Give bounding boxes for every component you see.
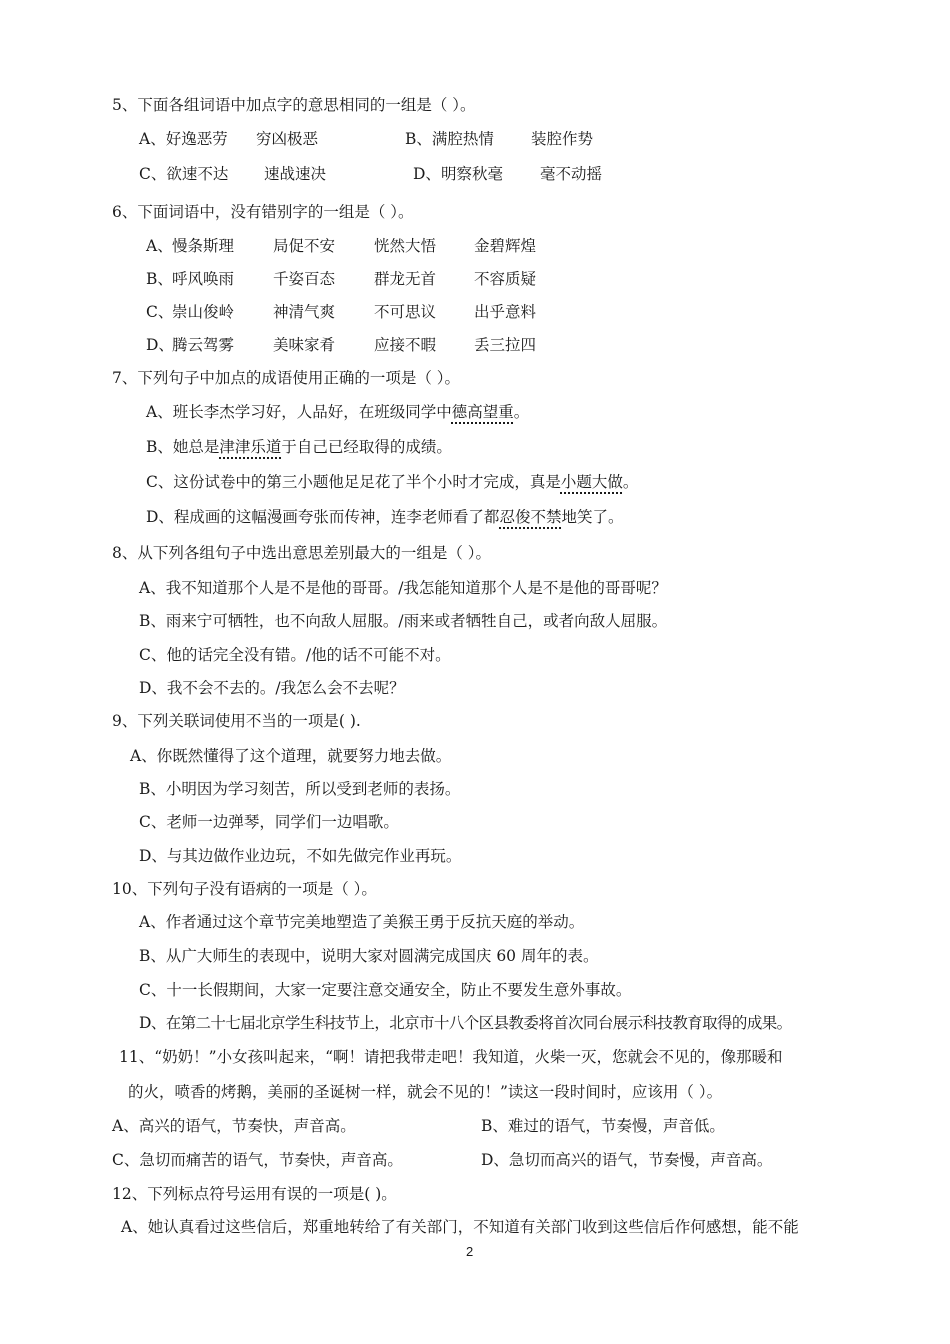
q5-c-label: C、 — [139, 165, 167, 183]
q5-option-b — [405, 128, 494, 150]
q5-d-label: D、 — [413, 165, 441, 183]
q7-d-end: 地笑了。 — [561, 508, 624, 526]
q6-d-word2: 美味家肴 — [273, 336, 336, 354]
q6-c-word3: 不可思议 — [374, 303, 437, 321]
q10-option-d: D、在第二十七届北京学生科技节上，北京市十八个区县教委将首次同台展示科技教育取得的成果。 — [139, 1014, 792, 1032]
q7-stem: 7、下列句子中加点的成语使用正确的一项是（ ）。 — [112, 369, 461, 387]
q7-b-idiom: 津津乐道 — [219, 438, 282, 456]
q11-option-c: C、急切而痛苦的语气，节奏快，声音高。 — [112, 1151, 403, 1169]
q7-a-text: A、班长李杰学习好，人品好，在班级同学中 — [146, 403, 452, 421]
q11-option-a: A、高兴的语气，节奏快，声音高。 — [112, 1117, 356, 1135]
q6-c-word4: 出乎意料 — [474, 303, 537, 321]
q7-a-end: 。 — [513, 403, 530, 421]
q8-option-b: B、雨来宁可牺牲，也不向敌人屈服。/雨来或者牺牲自己，或者向敌人屈服。 — [139, 612, 668, 630]
q9-option-a: A、你既然懂得了这个道理，就要努力地去做。 — [130, 747, 452, 765]
q11-option-d: D、急切而高兴的语气，节奏慢，声音高。 — [481, 1151, 773, 1169]
q7-option-a — [146, 401, 529, 423]
q5-a-label: A、 — [139, 130, 166, 148]
q11-stem-line1: 11、“奶奶！”小女孩叫起来，“啊！请把我带走吧！我知道，火柴一灭，您就会不见的，像那暖和 — [119, 1048, 783, 1066]
q6-a-word2: 局促不安 — [273, 237, 336, 255]
q7-option-b — [146, 436, 452, 458]
q6-b-word1: 呼风唤雨 — [172, 270, 235, 288]
q5-b-word2: 装腔作势 — [531, 130, 594, 148]
q6-d-label: D、 — [146, 336, 174, 354]
q6-c-word2: 神清气爽 — [273, 303, 336, 321]
q5-option-c — [139, 163, 228, 185]
q11-option-b: B、难过的语气，节奏慢，声音低。 — [481, 1117, 725, 1135]
q7-c-idiom: 小题大做 — [560, 473, 623, 491]
q6-stem: 6、下面词语中，没有错别字的一组是（ ）。 — [112, 203, 414, 221]
q10-option-a: A、作者通过这个章节完美地塑造了美猴王勇于反抗天庭的举动。 — [139, 913, 585, 931]
q6-b-word4: 不容质疑 — [474, 270, 537, 288]
q5-a-word1: 好逸恶劳 — [165, 130, 228, 148]
q5-a-word2: 穷凶极恶 — [256, 130, 319, 148]
q12-stem: 12、下列标点符号运用有误的一项是( )。 — [112, 1185, 397, 1203]
q10-option-c: C、十一长假期间，大家一定要注意交通安全，防止不要发生意外事故。 — [139, 981, 632, 999]
q6-d-word3: 应接不暇 — [374, 336, 437, 354]
q8-option-d: D、我不会不去的。/我怎么会不去呢？ — [139, 679, 405, 697]
q9-option-d: D、与其边做作业边玩，不如先做完作业再玩。 — [139, 847, 462, 865]
q7-option-c — [146, 471, 638, 493]
q5-b-label: B、 — [405, 130, 432, 148]
q5-b-word1: 满腔热情 — [431, 130, 494, 148]
q10-option-b: B、从广大师生的表现中，说明大家对圆满完成国庆 60 周年的表。 — [139, 947, 599, 965]
q6-a-label: A、 — [146, 237, 173, 255]
q10-stem: 10、下列句子没有语病的一项是（ ）。 — [112, 880, 377, 898]
q9-stem: 9、下列关联词使用不当的一项是( ). — [112, 712, 361, 730]
q7-a-idiom: 德高望重 — [451, 403, 514, 421]
q6-d-word4: 丢三拉四 — [474, 336, 537, 354]
q5-c-word1: 欲速不达 — [166, 165, 229, 183]
q9-option-c: C、老师一边弹琴，同学们一边唱歌。 — [139, 813, 399, 831]
q9-option-b: B、小明因为学习刻苦，所以受到老师的表扬。 — [139, 780, 461, 798]
q6-c-label: C、 — [146, 303, 174, 321]
q7-c-end: 。 — [622, 473, 639, 491]
q12-option-a: A、她认真看过这些信后，郑重地转给了有关部门，不知道有关部门收到这些信后作何感想，能不能 — [121, 1218, 799, 1236]
q6-c-word1: 崇山俊岭 — [172, 303, 235, 321]
q6-b-label: B、 — [146, 270, 173, 288]
q5-d-word1: 明察秋毫 — [440, 165, 503, 183]
q8-option-c: C、他的话完全没有错。/他的话不可能不对。 — [139, 646, 451, 664]
page-number: 2 — [466, 1244, 474, 1259]
q11-stem-line2: 的火，喷香的烤鹅，美丽的圣诞树一样，就会不见的！”读这一段时间时，应该用（ ）。 — [128, 1083, 723, 1101]
q7-option-d — [146, 506, 623, 528]
q6-a-word3: 恍然大悟 — [374, 237, 437, 255]
q7-b-text: B、她总是 — [146, 438, 220, 456]
q7-d-idiom: 忍俊不禁 — [499, 508, 562, 526]
q7-d-text: D、程成画的这幅漫画夸张而传神，连李老师看了都 — [146, 508, 500, 526]
q8-stem: 8、从下列各组句子中选出意思差别最大的一组是（ ）。 — [112, 544, 492, 562]
q6-b-word2: 千姿百态 — [273, 270, 336, 288]
q7-b-end: 于自己已经取得的成绩。 — [281, 438, 452, 456]
q6-b-word3: 群龙无首 — [374, 270, 437, 288]
q7-c-text: C、这份试卷中的第三小题他足足花了半个小时才完成，真是 — [146, 473, 561, 491]
q6-a-word4: 金碧辉煌 — [474, 237, 537, 255]
q5-option-a — [139, 128, 228, 150]
q6-d-word1: 腾云驾雾 — [172, 336, 235, 354]
q5-d-word2: 毫不动摇 — [540, 165, 603, 183]
q5-stem: 5、下面各组词语中加点字的意思相同的一组是（ ）。 — [112, 96, 476, 114]
q5-option-d — [413, 163, 503, 185]
q6-a-word1: 慢条斯理 — [172, 237, 235, 255]
q8-option-a: A、我不知道那个人是不是他的哥哥。/我怎能知道那个人是不是他的哥哥呢？ — [139, 579, 667, 597]
q5-c-word2: 速战速决 — [264, 165, 327, 183]
